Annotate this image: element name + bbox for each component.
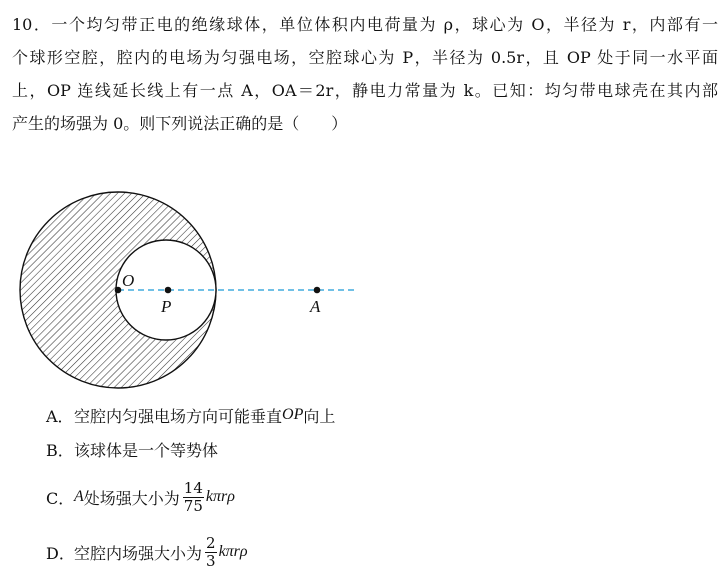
point-o-dot (115, 287, 122, 294)
option-d-tail: kπrρ (218, 543, 248, 560)
question-line-3 (12, 74, 718, 107)
option-a-italic: OP (282, 406, 304, 423)
label-p: P (161, 297, 172, 316)
option-d-fraction-denominator: 3 (206, 551, 216, 570)
option-b-text: 该球体是一个等势体 (74, 440, 219, 460)
option-d-letter: D． (46, 543, 75, 563)
option-b[interactable] (46, 430, 706, 468)
option-c-italic-lead: A (74, 488, 84, 505)
option-d-fraction-numerator: 2 (206, 533, 216, 552)
option-c-fraction (183, 480, 204, 515)
option-c-tail: kπrρ (205, 488, 235, 505)
label-a: A (310, 297, 321, 316)
question-line-2 (12, 41, 718, 74)
option-c[interactable] (46, 468, 706, 526)
option-a-letter: A． (46, 406, 74, 426)
option-a-text-after: 向上 (303, 406, 336, 426)
question-text-line-4: 产生的场强为 0。则下列说法正确的是（ ） (12, 114, 348, 133)
point-a-dot (314, 287, 321, 294)
option-d-text: 空腔内场强大小为 (74, 543, 203, 563)
option-a[interactable] (46, 400, 706, 430)
option-b-letter: B． (46, 440, 74, 460)
figure-svg (16, 160, 360, 400)
question-stem (12, 8, 718, 140)
option-c-letter: C． (46, 488, 75, 508)
point-p-dot (165, 287, 172, 294)
answer-options (46, 400, 706, 578)
question-text-line-2: 个球形空腔，腔内的电场为匀强电场，空腔球心为 P，半径为 0.5r，且 OP 处于同一水平面 (12, 48, 718, 67)
question-line-4 (12, 107, 718, 140)
sphere-cavity-figure (16, 160, 360, 400)
option-c-fraction-numerator: 14 (183, 478, 203, 497)
question-text-line-3: 上，OP 连线延长线上有一点 A，OA＝2r，静电力常量为 k。已知：均匀带电球壳在其内部 (12, 81, 718, 100)
option-c-text: 处场强大小为 (83, 488, 180, 508)
option-d[interactable] (46, 526, 706, 578)
option-c-fraction-denominator: 75 (183, 496, 203, 515)
label-o: O (122, 271, 135, 290)
question-number: 10． (12, 15, 52, 34)
question-text-line-1: 一个均匀带正电的绝缘球体，单位体积内电荷量为 ρ，球心为 O，半径为 r，内部有一 (51, 15, 718, 34)
option-d-fraction (205, 535, 217, 570)
option-a-text-before: 空腔内匀强电场方向可能垂直 (74, 406, 283, 426)
question-line-1 (12, 8, 718, 41)
